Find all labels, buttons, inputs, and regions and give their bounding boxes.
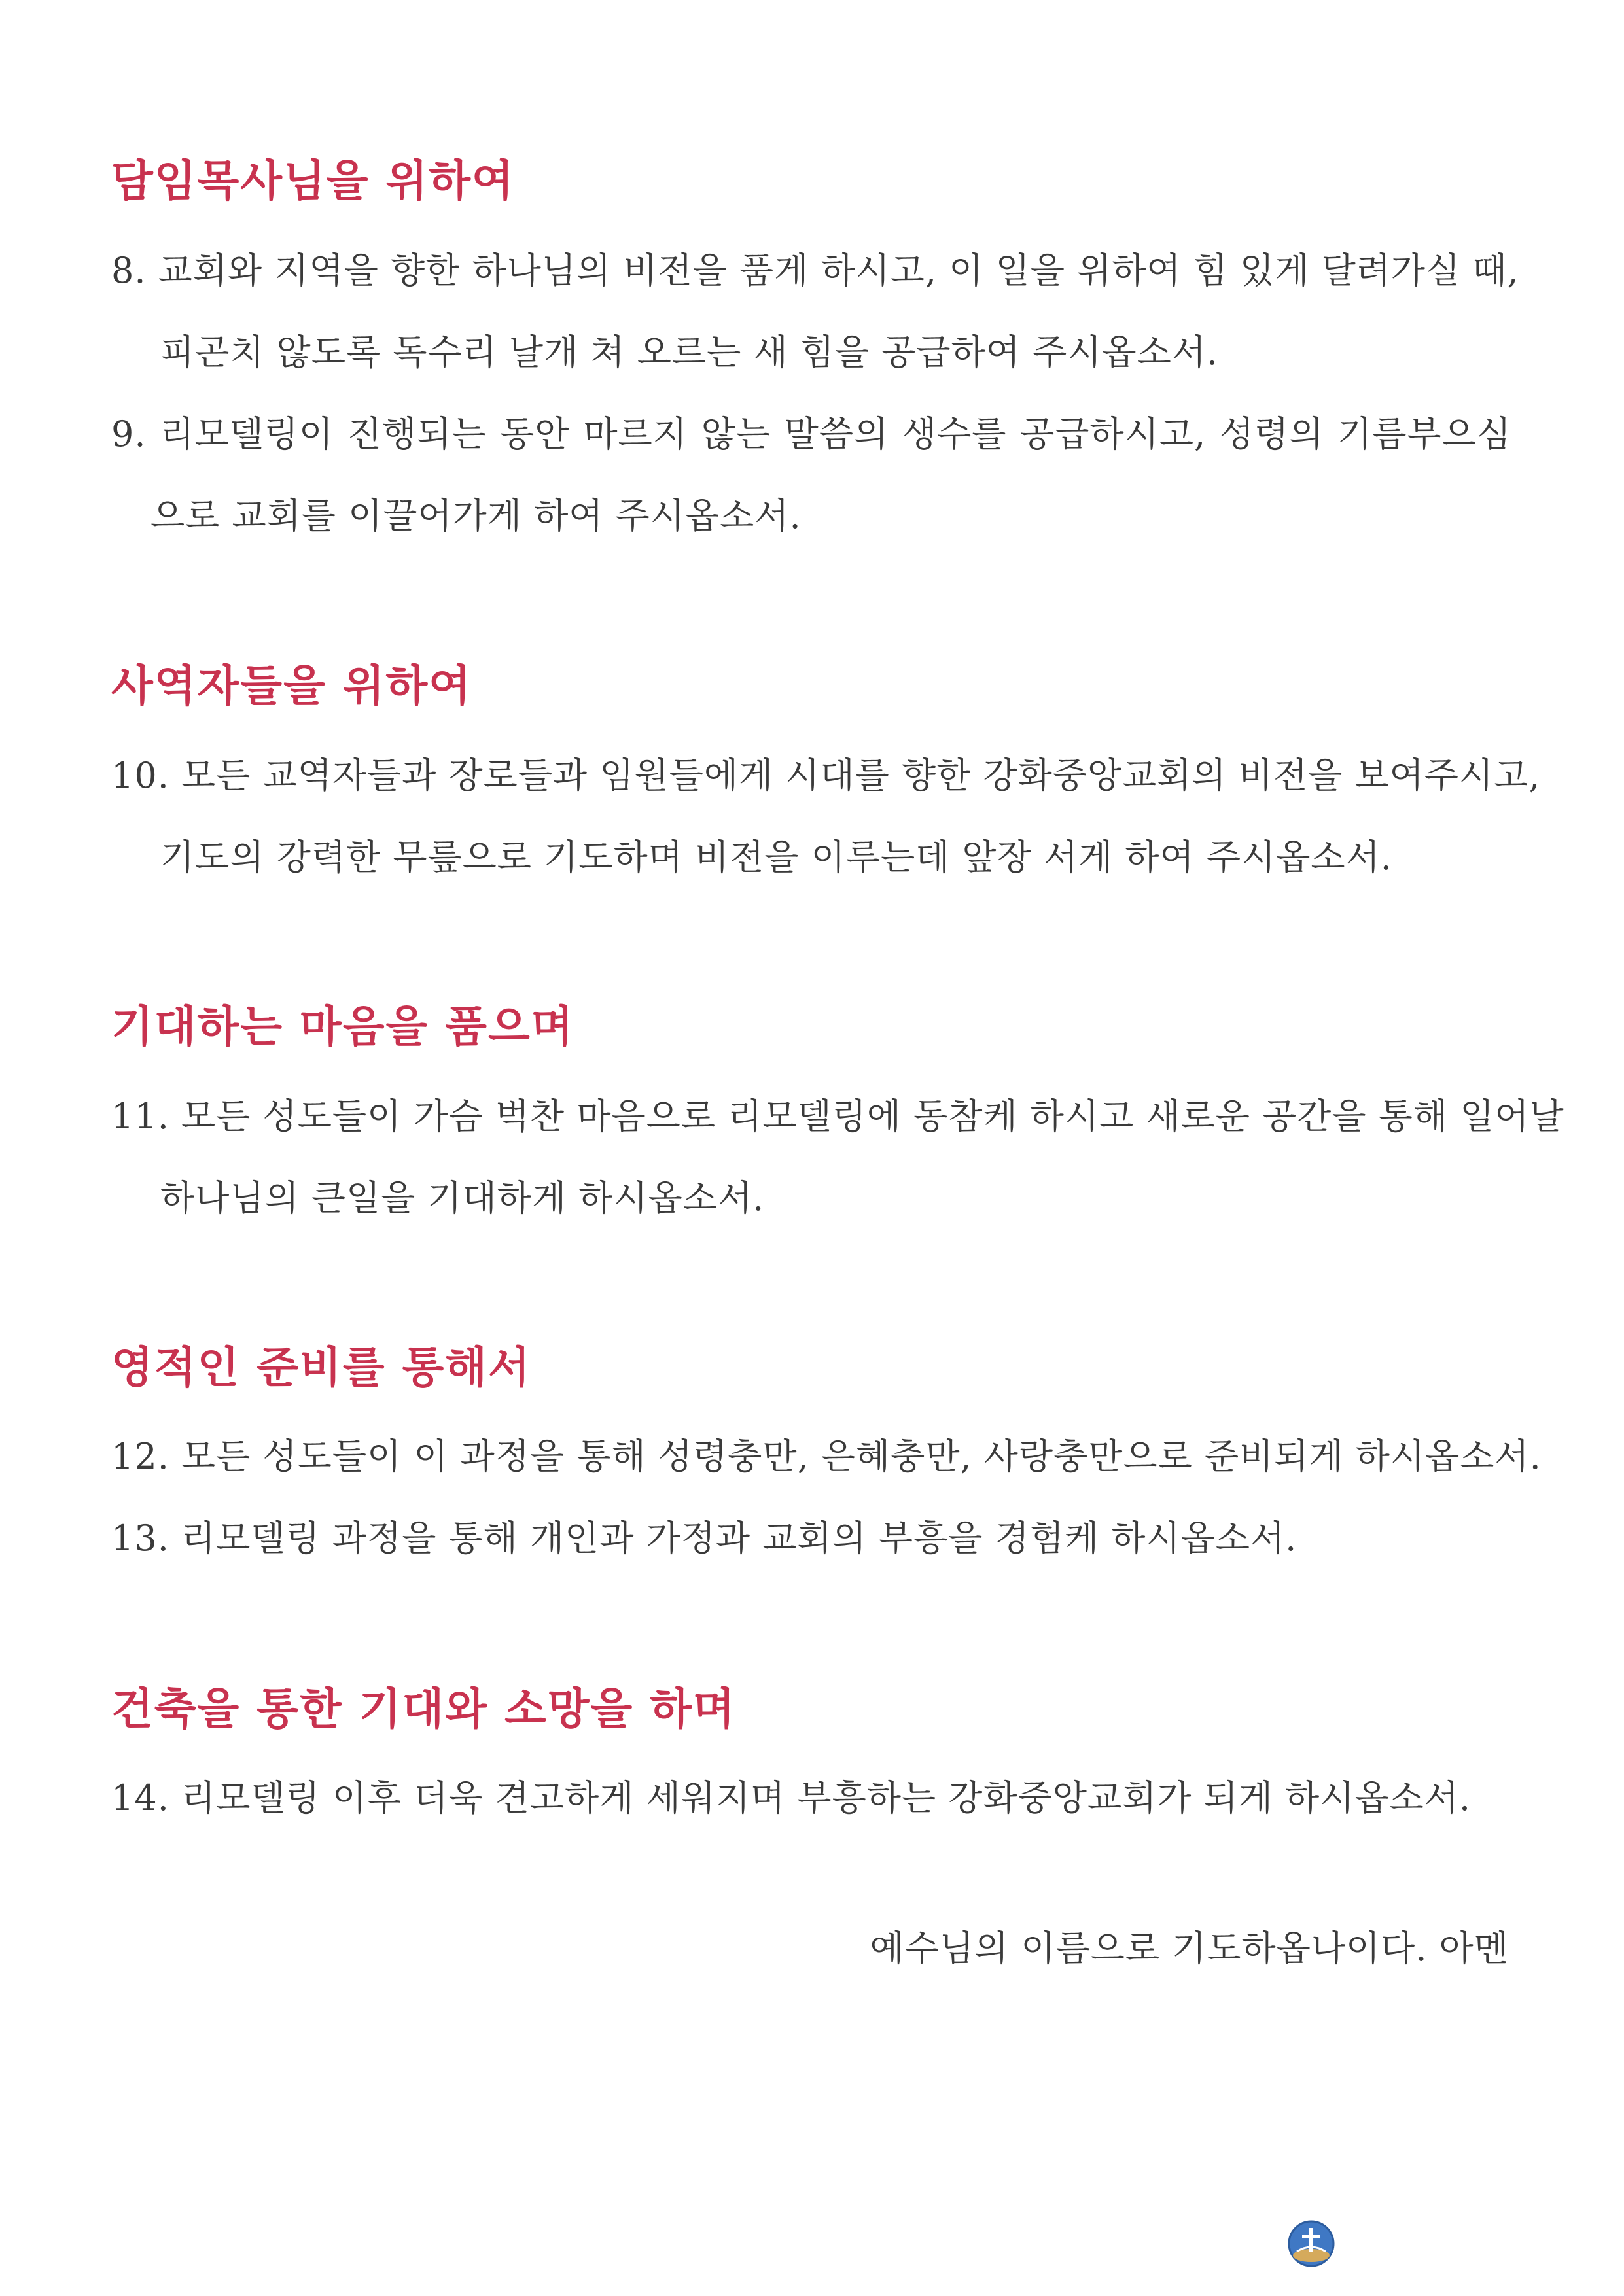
prayer-item-9-line-1: 9. 리모델링이 진행되는 동안 마르지 않는 말씀의 생수를 공급하시고, 성령의 기름부으심	[111, 413, 1511, 455]
prayer-item-8-line-1: 8. 교회와 지역을 향한 하나님의 비전을 품게 하시고, 이 일을 위하여 힘 있게 달려가실 때,	[111, 250, 1519, 291]
closing-amen: 예수님의 이름으로 기도하옵나이다. 아멘	[870, 1928, 1509, 1969]
prayer-item-11-line-2: 하나님의 큰일을 기대하게 하시옵소서.	[160, 1177, 765, 1219]
church-cross-globe-icon	[1284, 2216, 1339, 2271]
section-heading-spiritual-preparation: 영적인 준비를 통해서	[111, 1342, 531, 1393]
prayer-item-10-line-1: 10. 모든 교역자들과 장로들과 임원들에게 시대를 향한 강화중앙교회의 비전을 보여주시고,	[111, 755, 1541, 796]
prayer-item-11-line-1: 11. 모든 성도들이 가슴 벅찬 마음으로 리모델링에 동참케 하시고 새로운 공간을 통해 일어날	[111, 1096, 1564, 1137]
prayer-item-13: 13. 리모델링 과정을 통해 개인과 가정과 교회의 부흥을 경험케 하시옵소서.	[111, 1518, 1297, 1559]
section-heading-expectation: 기대하는 마음을 품으며	[111, 1001, 574, 1052]
prayer-item-9-line-2: 으로 교회를 이끌어가게 하여 주시옵소서.	[150, 495, 802, 536]
section-heading-pastor: 담임목사님을 위하여	[111, 156, 515, 206]
prayer-item-10-line-2: 기도의 강력한 무릎으로 기도하며 비전을 이루는데 앞장 서게 하여 주시옵소서.	[160, 837, 1392, 878]
prayer-item-12: 12. 모든 성도들이 이 과정을 통해 성령충만, 은혜충만, 사랑충만으로 준비되게 하시옵소서.	[111, 1436, 1542, 1477]
prayer-item-8-line-2: 피곤치 않도록 독수리 날개 쳐 오르는 새 힘을 공급하여 주시옵소서.	[160, 332, 1219, 373]
section-heading-ministers: 사역자들을 위하여	[111, 661, 472, 711]
section-heading-building-hope: 건축을 통한 기대와 소망을 하며	[111, 1684, 736, 1734]
prayer-item-14: 14. 리모델링 이후 더욱 견고하게 세워지며 부흥하는 강화중앙교회가 되게 하시옵소서.	[111, 1777, 1472, 1818]
